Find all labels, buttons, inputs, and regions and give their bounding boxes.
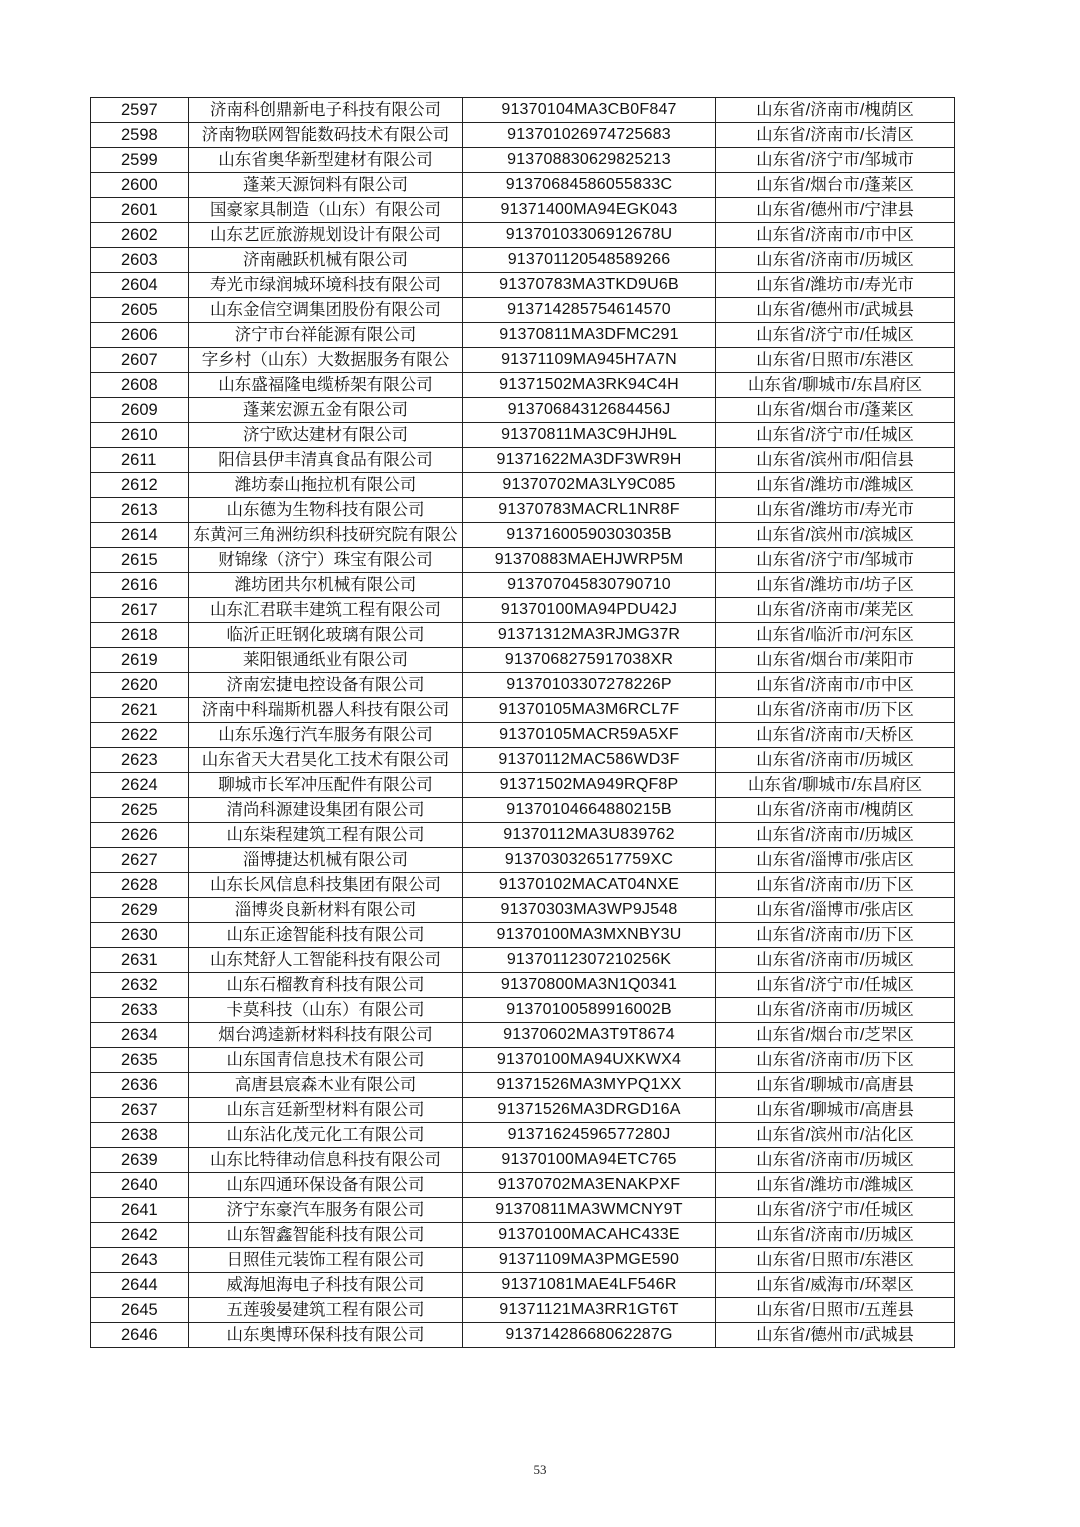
company-name-cell: 日照佳元装饰工程有限公司 bbox=[189, 1248, 463, 1273]
row-number-cell: 2601 bbox=[91, 198, 189, 223]
credit-code-cell: 91370783MACRL1NR8F bbox=[463, 498, 716, 523]
credit-code-cell: 91371109MA945H7A7N bbox=[463, 348, 716, 373]
region-cell: 山东省/济南市/槐荫区 bbox=[716, 98, 955, 123]
credit-code-cell: 91370811MA3DFMC291 bbox=[463, 323, 716, 348]
row-number-cell: 2612 bbox=[91, 473, 189, 498]
table-row bbox=[91, 1248, 955, 1273]
company-name-cell: 山东省奥华新型建材有限公司 bbox=[189, 148, 463, 173]
company-name-cell: 济宁市台祥能源有限公司 bbox=[189, 323, 463, 348]
table-row bbox=[91, 1273, 955, 1298]
table-row bbox=[91, 673, 955, 698]
row-number-cell: 2606 bbox=[91, 323, 189, 348]
region-cell: 山东省/济南市/天桥区 bbox=[716, 723, 955, 748]
credit-code-cell: 91370811MA3WMCNY9T bbox=[463, 1198, 716, 1223]
region-cell: 山东省/烟台市/蓬莱区 bbox=[716, 173, 955, 198]
region-cell: 山东省/临沂市/河东区 bbox=[716, 623, 955, 648]
credit-code-cell: 91370783MA3TKD9U6B bbox=[463, 273, 716, 298]
region-cell: 山东省/济南市/槐荫区 bbox=[716, 798, 955, 823]
company-name-cell: 财锦缘（济宁）珠宝有限公司 bbox=[189, 548, 463, 573]
table-row bbox=[91, 498, 955, 523]
table-row bbox=[91, 773, 955, 798]
table-row bbox=[91, 1123, 955, 1148]
company-name-cell: 济宁东豪汽车服务有限公司 bbox=[189, 1198, 463, 1223]
company-name-cell: 山东乐逸行汽车服务有限公司 bbox=[189, 723, 463, 748]
region-cell: 山东省/济南市/莱芜区 bbox=[716, 598, 955, 623]
credit-code-cell: 91370112MAC586WD3F bbox=[463, 748, 716, 773]
company-name-cell: 国豪家具制造（山东）有限公司 bbox=[189, 198, 463, 223]
region-cell: 山东省/日照市/五莲县 bbox=[716, 1298, 955, 1323]
row-number-cell: 2599 bbox=[91, 148, 189, 173]
region-cell: 山东省/济南市/历城区 bbox=[716, 998, 955, 1023]
region-cell: 山东省/日照市/东港区 bbox=[716, 1248, 955, 1273]
credit-code-cell: 91370811MA3C9HJH9L bbox=[463, 423, 716, 448]
credit-code-cell: 91371400MA94EGK043 bbox=[463, 198, 716, 223]
credit-code-cell: 913708830629825213 bbox=[463, 148, 716, 173]
row-number-cell: 2642 bbox=[91, 1223, 189, 1248]
region-cell: 山东省/淄博市/张店区 bbox=[716, 848, 955, 873]
row-number-cell: 2613 bbox=[91, 498, 189, 523]
company-name-cell: 济南科创鼎新电子科技有限公司 bbox=[189, 98, 463, 123]
row-number-cell: 2624 bbox=[91, 773, 189, 798]
region-cell: 山东省/济宁市/任城区 bbox=[716, 323, 955, 348]
table-row bbox=[91, 573, 955, 598]
region-cell: 山东省/潍坊市/潍城区 bbox=[716, 1173, 955, 1198]
region-cell: 山东省/潍坊市/潍城区 bbox=[716, 473, 955, 498]
credit-code-cell: 91370702MA3LY9C085 bbox=[463, 473, 716, 498]
region-cell: 山东省/潍坊市/寿光市 bbox=[716, 498, 955, 523]
credit-code-cell: 91370100MACAHC433E bbox=[463, 1223, 716, 1248]
row-number-cell: 2635 bbox=[91, 1048, 189, 1073]
credit-code-cell: 91370303MA3WP9J548 bbox=[463, 898, 716, 923]
credit-code-cell: 9137030326517759XC bbox=[463, 848, 716, 873]
region-cell: 山东省/济南市/历城区 bbox=[716, 1223, 955, 1248]
company-name-cell: 潍坊泰山拖拉机有限公司 bbox=[189, 473, 463, 498]
row-number-cell: 2637 bbox=[91, 1098, 189, 1123]
table-row bbox=[91, 1148, 955, 1173]
credit-code-cell: 91370684586055833C bbox=[463, 173, 716, 198]
row-number-cell: 2600 bbox=[91, 173, 189, 198]
row-number-cell: 2627 bbox=[91, 848, 189, 873]
table-row bbox=[91, 698, 955, 723]
table-row bbox=[91, 398, 955, 423]
company-name-cell: 济南中科瑞斯机器人科技有限公司 bbox=[189, 698, 463, 723]
table-row bbox=[91, 623, 955, 648]
region-cell: 山东省/德州市/宁津县 bbox=[716, 198, 955, 223]
row-number-cell: 2638 bbox=[91, 1123, 189, 1148]
credit-code-cell: 91371502MA3RK94C4H bbox=[463, 373, 716, 398]
row-number-cell: 2604 bbox=[91, 273, 189, 298]
table-row bbox=[91, 423, 955, 448]
company-name-cell: 山东智鑫智能科技有限公司 bbox=[189, 1223, 463, 1248]
region-cell: 山东省/济宁市/任城区 bbox=[716, 423, 955, 448]
company-name-cell: 五莲骏晏建筑工程有限公司 bbox=[189, 1298, 463, 1323]
table-row bbox=[91, 523, 955, 548]
region-cell: 山东省/滨州市/滨城区 bbox=[716, 523, 955, 548]
row-number-cell: 2623 bbox=[91, 748, 189, 773]
row-number-cell: 2605 bbox=[91, 298, 189, 323]
region-cell: 山东省/济南市/历下区 bbox=[716, 1048, 955, 1073]
table-row bbox=[91, 723, 955, 748]
table-row bbox=[91, 473, 955, 498]
region-cell: 山东省/济南市/历城区 bbox=[716, 823, 955, 848]
region-cell: 山东省/济宁市/邹城市 bbox=[716, 548, 955, 573]
region-cell: 山东省/德州市/武城县 bbox=[716, 298, 955, 323]
region-cell: 山东省/济南市/历城区 bbox=[716, 1148, 955, 1173]
row-number-cell: 2610 bbox=[91, 423, 189, 448]
company-name-cell: 临沂正旺钢化玻璃有限公司 bbox=[189, 623, 463, 648]
credit-code-cell: 91371109MA3PMGE590 bbox=[463, 1248, 716, 1273]
row-number-cell: 2602 bbox=[91, 223, 189, 248]
row-number-cell: 2609 bbox=[91, 398, 189, 423]
table-row bbox=[91, 1323, 955, 1348]
region-cell: 山东省/济南市/历下区 bbox=[716, 873, 955, 898]
region-cell: 山东省/济南市/历城区 bbox=[716, 248, 955, 273]
row-number-cell: 2615 bbox=[91, 548, 189, 573]
credit-code-cell: 91370103307278226P bbox=[463, 673, 716, 698]
credit-code-cell: 91370100MA94ETC765 bbox=[463, 1148, 716, 1173]
region-cell: 山东省/烟台市/蓬莱区 bbox=[716, 398, 955, 423]
table-row bbox=[91, 223, 955, 248]
table-row bbox=[91, 598, 955, 623]
credit-code-cell: 9137068275917038XR bbox=[463, 648, 716, 673]
region-cell: 山东省/济南市/长清区 bbox=[716, 123, 955, 148]
company-name-cell: 烟台鸿逵新材料科技有限公司 bbox=[189, 1023, 463, 1048]
row-number-cell: 2597 bbox=[91, 98, 189, 123]
table-row bbox=[91, 1073, 955, 1098]
company-name-cell: 济南物联网智能数码技术有限公司 bbox=[189, 123, 463, 148]
table-row bbox=[91, 848, 955, 873]
table-row bbox=[91, 948, 955, 973]
row-number-cell: 2646 bbox=[91, 1323, 189, 1348]
credit-code-cell: 91371600590303035B bbox=[463, 523, 716, 548]
row-number-cell: 2618 bbox=[91, 623, 189, 648]
row-number-cell: 2598 bbox=[91, 123, 189, 148]
credit-code-cell: 91370104664880215B bbox=[463, 798, 716, 823]
region-cell: 山东省/烟台市/芝罘区 bbox=[716, 1023, 955, 1048]
company-name-cell: 东黄河三角洲纺织科技研究院有限公 bbox=[189, 523, 463, 548]
credit-code-cell: 91370105MA3M6RCL7F bbox=[463, 698, 716, 723]
page-number: 53 bbox=[533, 1462, 547, 1477]
credit-code-cell: 91371526MA3MYPQ1XX bbox=[463, 1073, 716, 1098]
row-number-cell: 2611 bbox=[91, 448, 189, 473]
row-number-cell: 2622 bbox=[91, 723, 189, 748]
company-name-cell: 高唐县宸森木业有限公司 bbox=[189, 1073, 463, 1098]
company-name-cell: 山东长风信息科技集团有限公司 bbox=[189, 873, 463, 898]
company-name-cell: 山东柒程建筑工程有限公司 bbox=[189, 823, 463, 848]
row-number-cell: 2643 bbox=[91, 1248, 189, 1273]
table-row bbox=[91, 1223, 955, 1248]
table-row bbox=[91, 323, 955, 348]
table-row bbox=[91, 873, 955, 898]
region-cell: 山东省/济南市/市中区 bbox=[716, 223, 955, 248]
row-number-cell: 2629 bbox=[91, 898, 189, 923]
company-name-cell: 卡莫科技（山东）有限公司 bbox=[189, 998, 463, 1023]
company-name-cell: 山东国青信息技术有限公司 bbox=[189, 1048, 463, 1073]
credit-code-cell: 91370102MACAT04NXE bbox=[463, 873, 716, 898]
company-name-cell: 山东石榴教育科技有限公司 bbox=[189, 973, 463, 998]
company-name-cell: 山东四通环保设备有限公司 bbox=[189, 1173, 463, 1198]
row-number-cell: 2644 bbox=[91, 1273, 189, 1298]
row-number-cell: 2621 bbox=[91, 698, 189, 723]
company-name-cell: 济宁欧达建材有限公司 bbox=[189, 423, 463, 448]
row-number-cell: 2640 bbox=[91, 1173, 189, 1198]
table-row bbox=[91, 98, 955, 123]
table-row bbox=[91, 798, 955, 823]
region-cell: 山东省/济南市/历城区 bbox=[716, 948, 955, 973]
credit-code-cell: 91371312MA3RJMG37R bbox=[463, 623, 716, 648]
credit-code-cell: 91370883MAEHJWRP5M bbox=[463, 548, 716, 573]
table-row bbox=[91, 348, 955, 373]
row-number-cell: 2620 bbox=[91, 673, 189, 698]
registry-table-body bbox=[91, 98, 955, 1348]
credit-code-cell: 91370100MA94UXKWX4 bbox=[463, 1048, 716, 1073]
region-cell: 山东省/潍坊市/寿光市 bbox=[716, 273, 955, 298]
row-number-cell: 2607 bbox=[91, 348, 189, 373]
credit-code-cell: 91370800MA3N1Q0341 bbox=[463, 973, 716, 998]
company-name-cell: 山东正途智能科技有限公司 bbox=[189, 923, 463, 948]
table-row bbox=[91, 1173, 955, 1198]
region-cell: 山东省/威海市/环翠区 bbox=[716, 1273, 955, 1298]
company-name-cell: 阳信县伊丰清真食品有限公司 bbox=[189, 448, 463, 473]
company-name-cell: 威海旭海电子科技有限公司 bbox=[189, 1273, 463, 1298]
table-row bbox=[91, 1098, 955, 1123]
table-row bbox=[91, 148, 955, 173]
company-name-cell: 山东德为生物科技有限公司 bbox=[189, 498, 463, 523]
credit-code-cell: 913714285754614570 bbox=[463, 298, 716, 323]
region-cell: 山东省/济南市/市中区 bbox=[716, 673, 955, 698]
credit-code-cell: 91370100MA94PDU42J bbox=[463, 598, 716, 623]
credit-code-cell: 91371624596577280J bbox=[463, 1123, 716, 1148]
company-name-cell: 潍坊团共尔机械有限公司 bbox=[189, 573, 463, 598]
region-cell: 山东省/聊城市/高唐县 bbox=[716, 1098, 955, 1123]
company-name-cell: 山东汇君联丰建筑工程有限公司 bbox=[189, 598, 463, 623]
table-row bbox=[91, 298, 955, 323]
company-name-cell: 山东沾化茂元化工有限公司 bbox=[189, 1123, 463, 1148]
row-number-cell: 2614 bbox=[91, 523, 189, 548]
table-row bbox=[91, 248, 955, 273]
credit-code-cell: 9137068431268445​6J bbox=[463, 398, 716, 423]
table-row bbox=[91, 548, 955, 573]
row-number-cell: 2632 bbox=[91, 973, 189, 998]
row-number-cell: 2636 bbox=[91, 1073, 189, 1098]
row-number-cell: 2633 bbox=[91, 998, 189, 1023]
company-name-cell: 清尚科源建设集团有限公司 bbox=[189, 798, 463, 823]
credit-code-cell: 913701026974725683 bbox=[463, 123, 716, 148]
table-row bbox=[91, 373, 955, 398]
region-cell: 山东省/潍坊市/坊子区 bbox=[716, 573, 955, 598]
row-number-cell: 2634 bbox=[91, 1023, 189, 1048]
credit-code-cell: 91371526MA3DRGD16A bbox=[463, 1098, 716, 1123]
row-number-cell: 2631 bbox=[91, 948, 189, 973]
table-row bbox=[91, 198, 955, 223]
table-row bbox=[91, 823, 955, 848]
table-row bbox=[91, 1023, 955, 1048]
region-cell: 山东省/德州市/武城县 bbox=[716, 1323, 955, 1348]
company-name-cell: 聊城市长军冲压配件有限公司 bbox=[189, 773, 463, 798]
credit-code-cell: 91371622MA3DF3WR9H bbox=[463, 448, 716, 473]
company-name-cell: 山东言廷新型材料有限公司 bbox=[189, 1098, 463, 1123]
table-row bbox=[91, 648, 955, 673]
table-row bbox=[91, 123, 955, 148]
table-row bbox=[91, 173, 955, 198]
region-cell: 山东省/济宁市/邹城市 bbox=[716, 148, 955, 173]
company-name-cell: 山东奥博环保科技有限公司 bbox=[189, 1323, 463, 1348]
table-row bbox=[91, 748, 955, 773]
credit-code-cell: 91371428668062287G bbox=[463, 1323, 716, 1348]
region-cell: 山东省/济南市/历城区 bbox=[716, 748, 955, 773]
company-name-cell: 蓬莱天源饲料有限公司 bbox=[189, 173, 463, 198]
table-row bbox=[91, 973, 955, 998]
region-cell: 山东省/日照市/东港区 bbox=[716, 348, 955, 373]
credit-code-cell: 91370100589916002B bbox=[463, 998, 716, 1023]
credit-code-cell: 91371502MA949RQF8P bbox=[463, 773, 716, 798]
row-number-cell: 2616 bbox=[91, 573, 189, 598]
row-number-cell: 2619 bbox=[91, 648, 189, 673]
row-number-cell: 2626 bbox=[91, 823, 189, 848]
company-name-cell: 山东艺匠旅游规划设计有限公司 bbox=[189, 223, 463, 248]
table-row bbox=[91, 923, 955, 948]
row-number-cell: 2603 bbox=[91, 248, 189, 273]
region-cell: 山东省/滨州市/沾化区 bbox=[716, 1123, 955, 1148]
company-name-cell: 山东省天大君昊化工技术有限公司 bbox=[189, 748, 463, 773]
company-name-cell: 淄博捷达机械有限公司 bbox=[189, 848, 463, 873]
company-name-cell: 山东梵舒人工智能科技有限公司 bbox=[189, 948, 463, 973]
row-number-cell: 2608 bbox=[91, 373, 189, 398]
credit-code-cell: 91370112MA3U839762 bbox=[463, 823, 716, 848]
table-row bbox=[91, 1048, 955, 1073]
company-name-cell: 济南融跃机械有限公司 bbox=[189, 248, 463, 273]
table-row bbox=[91, 898, 955, 923]
region-cell: 山东省/淄博市/张店区 bbox=[716, 898, 955, 923]
row-number-cell: 2641 bbox=[91, 1198, 189, 1223]
credit-code-cell: 91370602MA3T9T8674 bbox=[463, 1023, 716, 1048]
enterprise-registry-table bbox=[90, 97, 955, 1348]
company-name-cell: 莱阳银通纸业有限公司 bbox=[189, 648, 463, 673]
region-cell: 山东省/济宁市/任城区 bbox=[716, 1198, 955, 1223]
company-name-cell: 字乡村（山东）大数据服务有限公 bbox=[189, 348, 463, 373]
table-row bbox=[91, 273, 955, 298]
region-cell: 山东省/聊城市/高唐县 bbox=[716, 1073, 955, 1098]
credit-code-cell: 91370112307210256K bbox=[463, 948, 716, 973]
region-cell: 山东省/烟台市/莱阳市 bbox=[716, 648, 955, 673]
region-cell: 山东省/济南市/历下区 bbox=[716, 923, 955, 948]
credit-code-cell: 91371081MAE4LF546R bbox=[463, 1273, 716, 1298]
row-number-cell: 2639 bbox=[91, 1148, 189, 1173]
table-row bbox=[91, 1298, 955, 1323]
table-row bbox=[91, 998, 955, 1023]
region-cell: 山东省/济宁市/任城区 bbox=[716, 973, 955, 998]
table-row bbox=[91, 1198, 955, 1223]
region-cell: 山东省/滨州市/阳信县 bbox=[716, 448, 955, 473]
company-name-cell: 淄博炎良新材料有限公司 bbox=[189, 898, 463, 923]
region-cell: 山东省/聊城市/东昌府区 bbox=[716, 373, 955, 398]
company-name-cell: 济南宏捷电控设备有限公司 bbox=[189, 673, 463, 698]
company-name-cell: 山东盛福隆电缆桥架有限公司 bbox=[189, 373, 463, 398]
credit-code-cell: 91370104MA3CB0F847 bbox=[463, 98, 716, 123]
row-number-cell: 2630 bbox=[91, 923, 189, 948]
row-number-cell: 2617 bbox=[91, 598, 189, 623]
company-name-cell: 寿光市绿润城环境科技有限公司 bbox=[189, 273, 463, 298]
region-cell: 山东省/济南市/历下区 bbox=[716, 698, 955, 723]
credit-code-cell: 91370105MACR59A5XF bbox=[463, 723, 716, 748]
credit-code-cell: 91370103306912678U bbox=[463, 223, 716, 248]
row-number-cell: 2625 bbox=[91, 798, 189, 823]
company-name-cell: 山东比特律动信息科技有限公司 bbox=[189, 1148, 463, 1173]
table-row bbox=[91, 448, 955, 473]
row-number-cell: 2645 bbox=[91, 1298, 189, 1323]
credit-code-cell: 91370702MA3ENAKPXF bbox=[463, 1173, 716, 1198]
company-name-cell: 蓬莱宏源五金有限公司 bbox=[189, 398, 463, 423]
credit-code-cell: 91370100MA3MXNBY3U bbox=[463, 923, 716, 948]
credit-code-cell: 913707045830790710 bbox=[463, 573, 716, 598]
row-number-cell: 2628 bbox=[91, 873, 189, 898]
credit-code-cell: 91371121MA3RR1GT6T bbox=[463, 1298, 716, 1323]
company-name-cell: 山东金信空调集团股份有限公司 bbox=[189, 298, 463, 323]
region-cell: 山东省/聊城市/东昌府区 bbox=[716, 773, 955, 798]
credit-code-cell: 913701120548589266 bbox=[463, 248, 716, 273]
